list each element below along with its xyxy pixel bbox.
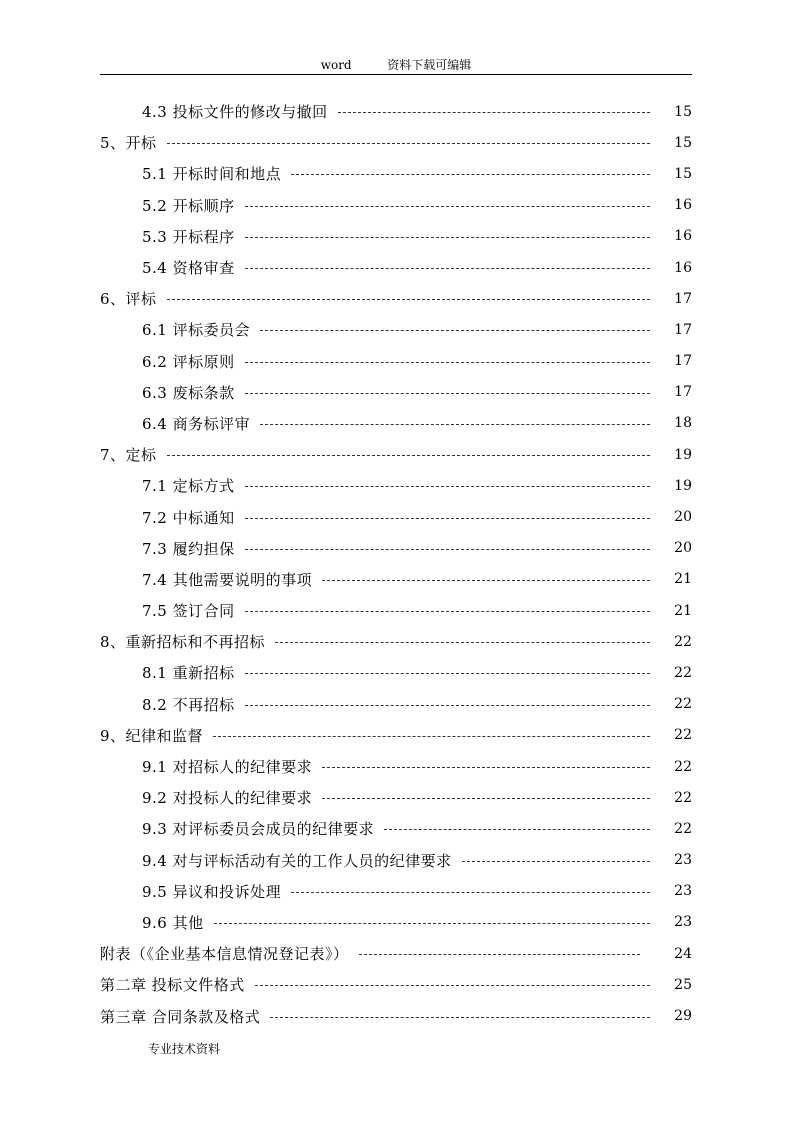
toc-entry-page: 15	[674, 165, 692, 182]
toc-leader-dots	[245, 549, 650, 550]
toc-entry[interactable]	[100, 314, 692, 345]
toc-entry[interactable]	[100, 221, 692, 252]
toc-leader-dots	[245, 611, 650, 612]
toc-entry[interactable]	[100, 564, 692, 595]
toc-leader-dots	[291, 892, 650, 893]
toc-leader-dots	[167, 455, 650, 456]
toc-entry-label: 7.1 定标方式	[142, 477, 235, 496]
toc-entry[interactable]	[100, 751, 692, 782]
toc-leader-dots	[270, 1017, 650, 1018]
toc-entry[interactable]	[100, 876, 692, 907]
toc-entry-label: 9.3 对评标委员会成员的纪律要求	[142, 820, 375, 839]
toc-leader-dots	[322, 767, 650, 768]
toc-entry-label: 8、重新招标和不再招标	[100, 633, 266, 652]
toc-entry-label: 7、定标	[100, 446, 157, 465]
toc-entry[interactable]	[100, 346, 692, 377]
toc-entry[interactable]	[100, 1000, 692, 1031]
toc-entry-label: 4.3 投标文件的修改与撤回	[142, 103, 328, 122]
toc-leader-dots	[322, 580, 650, 581]
toc-entry-label: 第三章 合同条款及格式	[100, 1007, 261, 1026]
toc-entry[interactable]	[100, 127, 692, 158]
toc-entry-page: 20	[674, 509, 692, 526]
toc-leader-dots	[260, 424, 650, 425]
toc-entry-page: 23	[674, 914, 692, 931]
toc-entry-page: 16	[674, 197, 692, 214]
toc-entry[interactable]	[100, 501, 692, 532]
toc-entry-page: 22	[674, 727, 692, 744]
toc-entry-page: 24	[674, 945, 692, 962]
toc-entry-page: 19	[674, 446, 692, 463]
toc-entry-page: 23	[674, 852, 692, 869]
toc-entry-label: 7.5 签订合同	[142, 602, 235, 621]
toc-entry[interactable]	[100, 907, 692, 938]
toc-entry[interactable]	[100, 689, 692, 720]
toc-entry-page: 16	[674, 259, 692, 276]
toc-entry-page: 15	[674, 103, 692, 120]
toc-entry[interactable]	[100, 283, 692, 314]
toc-entry[interactable]	[100, 96, 692, 127]
toc-entry-label: 8.2 不再招标	[142, 695, 235, 714]
toc-entry[interactable]	[100, 845, 692, 876]
toc-leader-dots	[255, 985, 650, 986]
toc-leader-dots	[167, 299, 650, 300]
toc-entry-page: 17	[674, 384, 692, 401]
toc-entry-page: 17	[674, 321, 692, 338]
toc-leader-dots	[245, 237, 650, 238]
toc-leader-dots	[245, 673, 650, 674]
toc-entry[interactable]	[100, 533, 692, 564]
toc-entry-label: 6.4 商务标评审	[142, 414, 251, 433]
toc-entry[interactable]	[100, 626, 692, 657]
toc-entry-label: 7.4 其他需要说明的事项	[142, 570, 313, 589]
toc-entry[interactable]	[100, 158, 692, 189]
toc-entry[interactable]	[100, 252, 692, 283]
toc-entry-page: 20	[674, 540, 692, 557]
page-header	[100, 56, 692, 75]
toc-entry-page: 22	[674, 789, 692, 806]
toc-entry-page: 22	[674, 758, 692, 775]
toc-leader-dots	[275, 642, 650, 643]
toc-entry-label: 6.3 废标条款	[142, 383, 235, 402]
toc-entry-page: 25	[674, 976, 692, 993]
toc-entry-label: 附表（《企业基本信息情况登记表》）	[100, 945, 349, 964]
page-footer: 专业技术资料	[148, 1042, 221, 1056]
toc-leader-dots	[245, 486, 650, 487]
toc-entry-label: 5.3 开标程序	[142, 227, 235, 246]
toc-entry[interactable]	[100, 470, 692, 501]
toc-entry-page: 17	[674, 290, 692, 307]
toc-entry-label: 5.4 资格审查	[142, 259, 235, 278]
toc-entry-page: 19	[674, 477, 692, 494]
toc-entry-label: 9、纪律和监督	[100, 726, 204, 745]
toc-entry-page: 23	[674, 883, 692, 900]
toc-entry[interactable]	[100, 408, 692, 439]
toc-entry-page: 22	[674, 664, 692, 681]
toc-entry-label: 9.6 其他	[142, 913, 204, 932]
toc-leader-dots	[291, 174, 650, 175]
toc-entry-page: 16	[674, 228, 692, 245]
toc-entry-label: 9.5 异议和投诉处理	[142, 882, 282, 901]
toc-leader-dots	[245, 518, 650, 519]
toc-entry[interactable]	[100, 813, 692, 844]
toc-leader-dots	[359, 954, 640, 955]
toc-entry[interactable]	[100, 938, 692, 969]
toc-entry-label: 7.2 中标通知	[142, 508, 235, 527]
toc-leader-dots	[213, 736, 650, 737]
toc-entry[interactable]	[100, 782, 692, 813]
toc-entry-label: 7.3 履约担保	[142, 539, 235, 558]
toc-entry-page: 22	[674, 696, 692, 713]
header-title: 资料下载可编辑	[387, 58, 472, 72]
toc-entry-page: 21	[674, 571, 692, 588]
toc-entry[interactable]	[100, 720, 692, 751]
toc-entry[interactable]	[100, 595, 692, 626]
toc-entry-label: 9.2 对投标人的纪律要求	[142, 789, 313, 808]
header-word: word	[320, 58, 352, 72]
toc-entry-page: 17	[674, 353, 692, 370]
toc-entry-page: 22	[674, 820, 692, 837]
toc-entry-label: 9.1 对招标人的纪律要求	[142, 758, 313, 777]
toc-entry-label: 5.1 开标时间和地点	[142, 165, 282, 184]
toc-leader-dots	[462, 861, 650, 862]
toc-entry-page: 29	[674, 1008, 692, 1025]
toc-entry-page: 15	[674, 134, 692, 151]
toc-leader-dots	[245, 705, 650, 706]
toc-leader-dots	[260, 330, 650, 331]
toc-leader-dots	[167, 143, 650, 144]
toc-leader-dots	[338, 112, 650, 113]
toc-entry-label: 5、开标	[100, 134, 157, 153]
toc-entry-label: 9.4 对与评标活动有关的工作人员的纪律要求	[142, 851, 452, 870]
toc-entry-page: 21	[674, 602, 692, 619]
toc-entry[interactable]	[100, 439, 692, 470]
toc-leader-dots	[245, 362, 650, 363]
toc-entry-page: 22	[674, 633, 692, 650]
toc-entry[interactable]	[100, 190, 692, 221]
toc-leader-dots	[245, 268, 650, 269]
toc-entry[interactable]	[100, 377, 692, 408]
toc-entry-label: 6、评标	[100, 290, 157, 309]
toc-leader-dots	[245, 393, 650, 394]
toc-entry-label: 5.2 开标顺序	[142, 196, 235, 215]
toc-entry[interactable]	[100, 969, 692, 1000]
table-of-contents	[100, 96, 692, 1032]
toc-entry-page: 18	[674, 415, 692, 432]
toc-entry-label: 8.1 重新招标	[142, 664, 235, 683]
toc-leader-dots	[214, 923, 650, 924]
toc-entry[interactable]	[100, 657, 692, 688]
toc-leader-dots	[322, 798, 650, 799]
toc-entry-label: 6.2 评标原则	[142, 352, 235, 371]
toc-leader-dots	[245, 206, 650, 207]
toc-leader-dots	[384, 829, 650, 830]
toc-entry-label: 第二章 投标文件格式	[100, 976, 245, 995]
toc-entry-label: 6.1 评标委员会	[142, 321, 251, 340]
